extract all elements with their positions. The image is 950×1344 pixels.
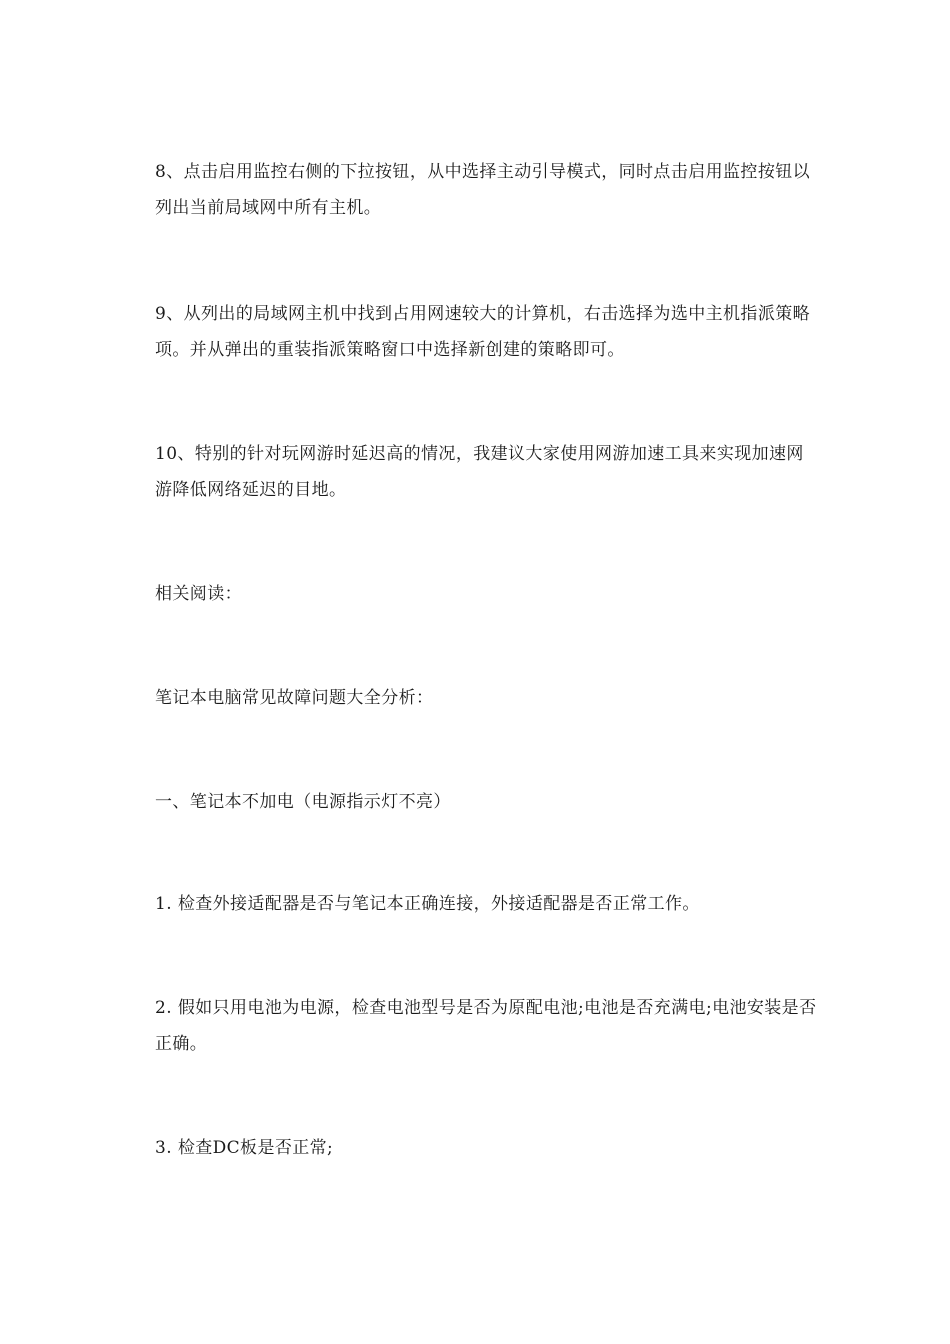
section-heading-no-power: 一、笔记本不加电（电源指示灯不亮） bbox=[155, 792, 451, 812]
related-reading-heading: 相关阅读： bbox=[155, 584, 242, 604]
list-item-3: 3. 检查DC板是否正常; bbox=[155, 1138, 334, 1158]
paragraph-step-8: 8、点击启用监控右侧的下拉按钮，从中选择主动引导模式，同时点击启用监控按钮以列出当前局域网中所有主机。 bbox=[155, 162, 811, 218]
paragraph-step-10: 10、特别的针对玩网游时延迟高的情况，我建议大家使用网游加速工具来实现加速网游降低网络延迟的目地。 bbox=[155, 444, 804, 500]
paragraph-step-9: 9、从列出的局域网主机中找到占用网速较大的计算机，右击选择为选中主机指派策略项。并从弹出的重装指派策略窗口中选择新创建的策略即可。 bbox=[155, 304, 811, 360]
list-item-1: 1. 检查外接适配器是否与笔记本正确连接，外接适配器是否正常工作。 bbox=[155, 894, 700, 914]
list-item-2: 2. 假如只用电池为电源，检查电池型号是否为原配电池;电池是否充满电;电池安装是否正确。 bbox=[155, 998, 817, 1054]
section-intro: 笔记本电脑常见故障问题大全分析： bbox=[155, 688, 434, 708]
